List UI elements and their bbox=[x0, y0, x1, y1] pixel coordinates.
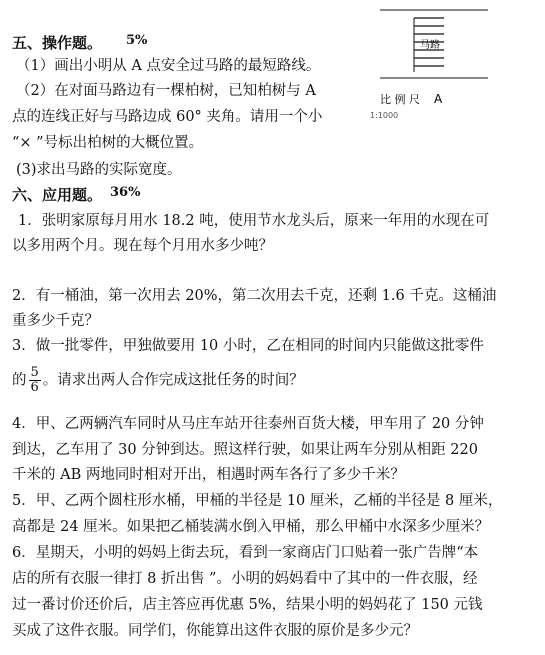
problem-1-line2: 以多用两个月。现在每个月用水多少吨？ bbox=[12, 238, 273, 254]
problem-6-line4: 买成了这件衣服。同学们，你能算出这件衣服的原价是多少元？ bbox=[12, 623, 418, 639]
road-label: 马路 bbox=[420, 40, 440, 51]
problem-3-line1: 3．做一批零件，甲独做要用 10 小时，乙在相同的时间内只能做这批零件 bbox=[12, 338, 484, 354]
scale-label: 比 例 尺 bbox=[380, 93, 420, 106]
road-figure bbox=[370, 0, 510, 125]
section5-q3: (3)求出马路的实际宽度。 bbox=[16, 162, 182, 178]
fraction-five-sixths: $\frac{5}{6}$ bbox=[30, 365, 39, 395]
section5-q2-line1: （2）在对面马路边有一棵柏树，已知柏树与 A bbox=[16, 83, 316, 99]
scale-ratio: 1:1000 bbox=[370, 111, 399, 120]
problem-6-line3: 过一番讨价还价后，店主答应再优惠 5%，结果小明的妈妈花了 150 元钱 bbox=[12, 597, 483, 613]
problem-2-line2: 重多少千克？ bbox=[12, 313, 99, 329]
section5-score: 5% bbox=[126, 33, 148, 48]
section6-title: 六、应用题。 bbox=[12, 186, 103, 204]
section5-title: 五、操作题。 bbox=[12, 34, 103, 52]
problem-4-line1: 4．甲、乙两辆汽车同时从马庄车站开往泰州百货大楼，甲车用了 20 分钟 bbox=[12, 416, 484, 432]
point-a-label: A bbox=[434, 92, 443, 106]
problem-2-line1: 2．有一桶油，第一次用去 20%，第二次用去千克，还剩 1.6 千克。这桶油 bbox=[12, 288, 497, 304]
problem-5-line1: 5．甲、乙两个圆柱形水桶，甲桶的半径是 10 厘米，乙桶的半径是 8 厘米， bbox=[12, 493, 503, 509]
problem-1-line1: 1．张明家原每月用水 18.2 吨，使用节水龙头后，原来一年用的水现在可 bbox=[18, 213, 490, 229]
problem-4-line3: 千米的 AB 两地同时相对开出，相遇时两车各行了多少千米？ bbox=[12, 467, 405, 483]
problem-6-line1: 6．星期天，小明的妈妈上街去玩，看到一家商店门口贴着一张广告牌“本 bbox=[12, 545, 479, 561]
section5-q2-line2: 点的连线正好与马路边成 60° 夹角。请用一个小 bbox=[12, 109, 323, 125]
section5-q1: （1）画出小明从 A 点安全过马路的最短路线。 bbox=[16, 58, 321, 74]
section5-q2-line3: “× ”号标出柏树的大概位置。 bbox=[12, 135, 204, 151]
problem-5-line2: 高都是 24 厘米。如果把乙桶装满水倒入甲桶，那么甲桶中水深多少厘米？ bbox=[12, 519, 490, 535]
problem-6-line2: 店的所有衣服一律打 8 折出售 ”。小明的妈妈看中了其中的一件衣服，经 bbox=[12, 571, 478, 587]
problem-3-line2: 的 $\frac{5}{6}$ 。请求出两人合作完成这批任务的时间？ bbox=[12, 365, 304, 395]
problem-4-line2: 到达，乙车用了 30 分钟到达。照这样行驶，如果让两车分别从相距 220 bbox=[12, 442, 478, 458]
section6-score: 36% bbox=[110, 185, 141, 200]
